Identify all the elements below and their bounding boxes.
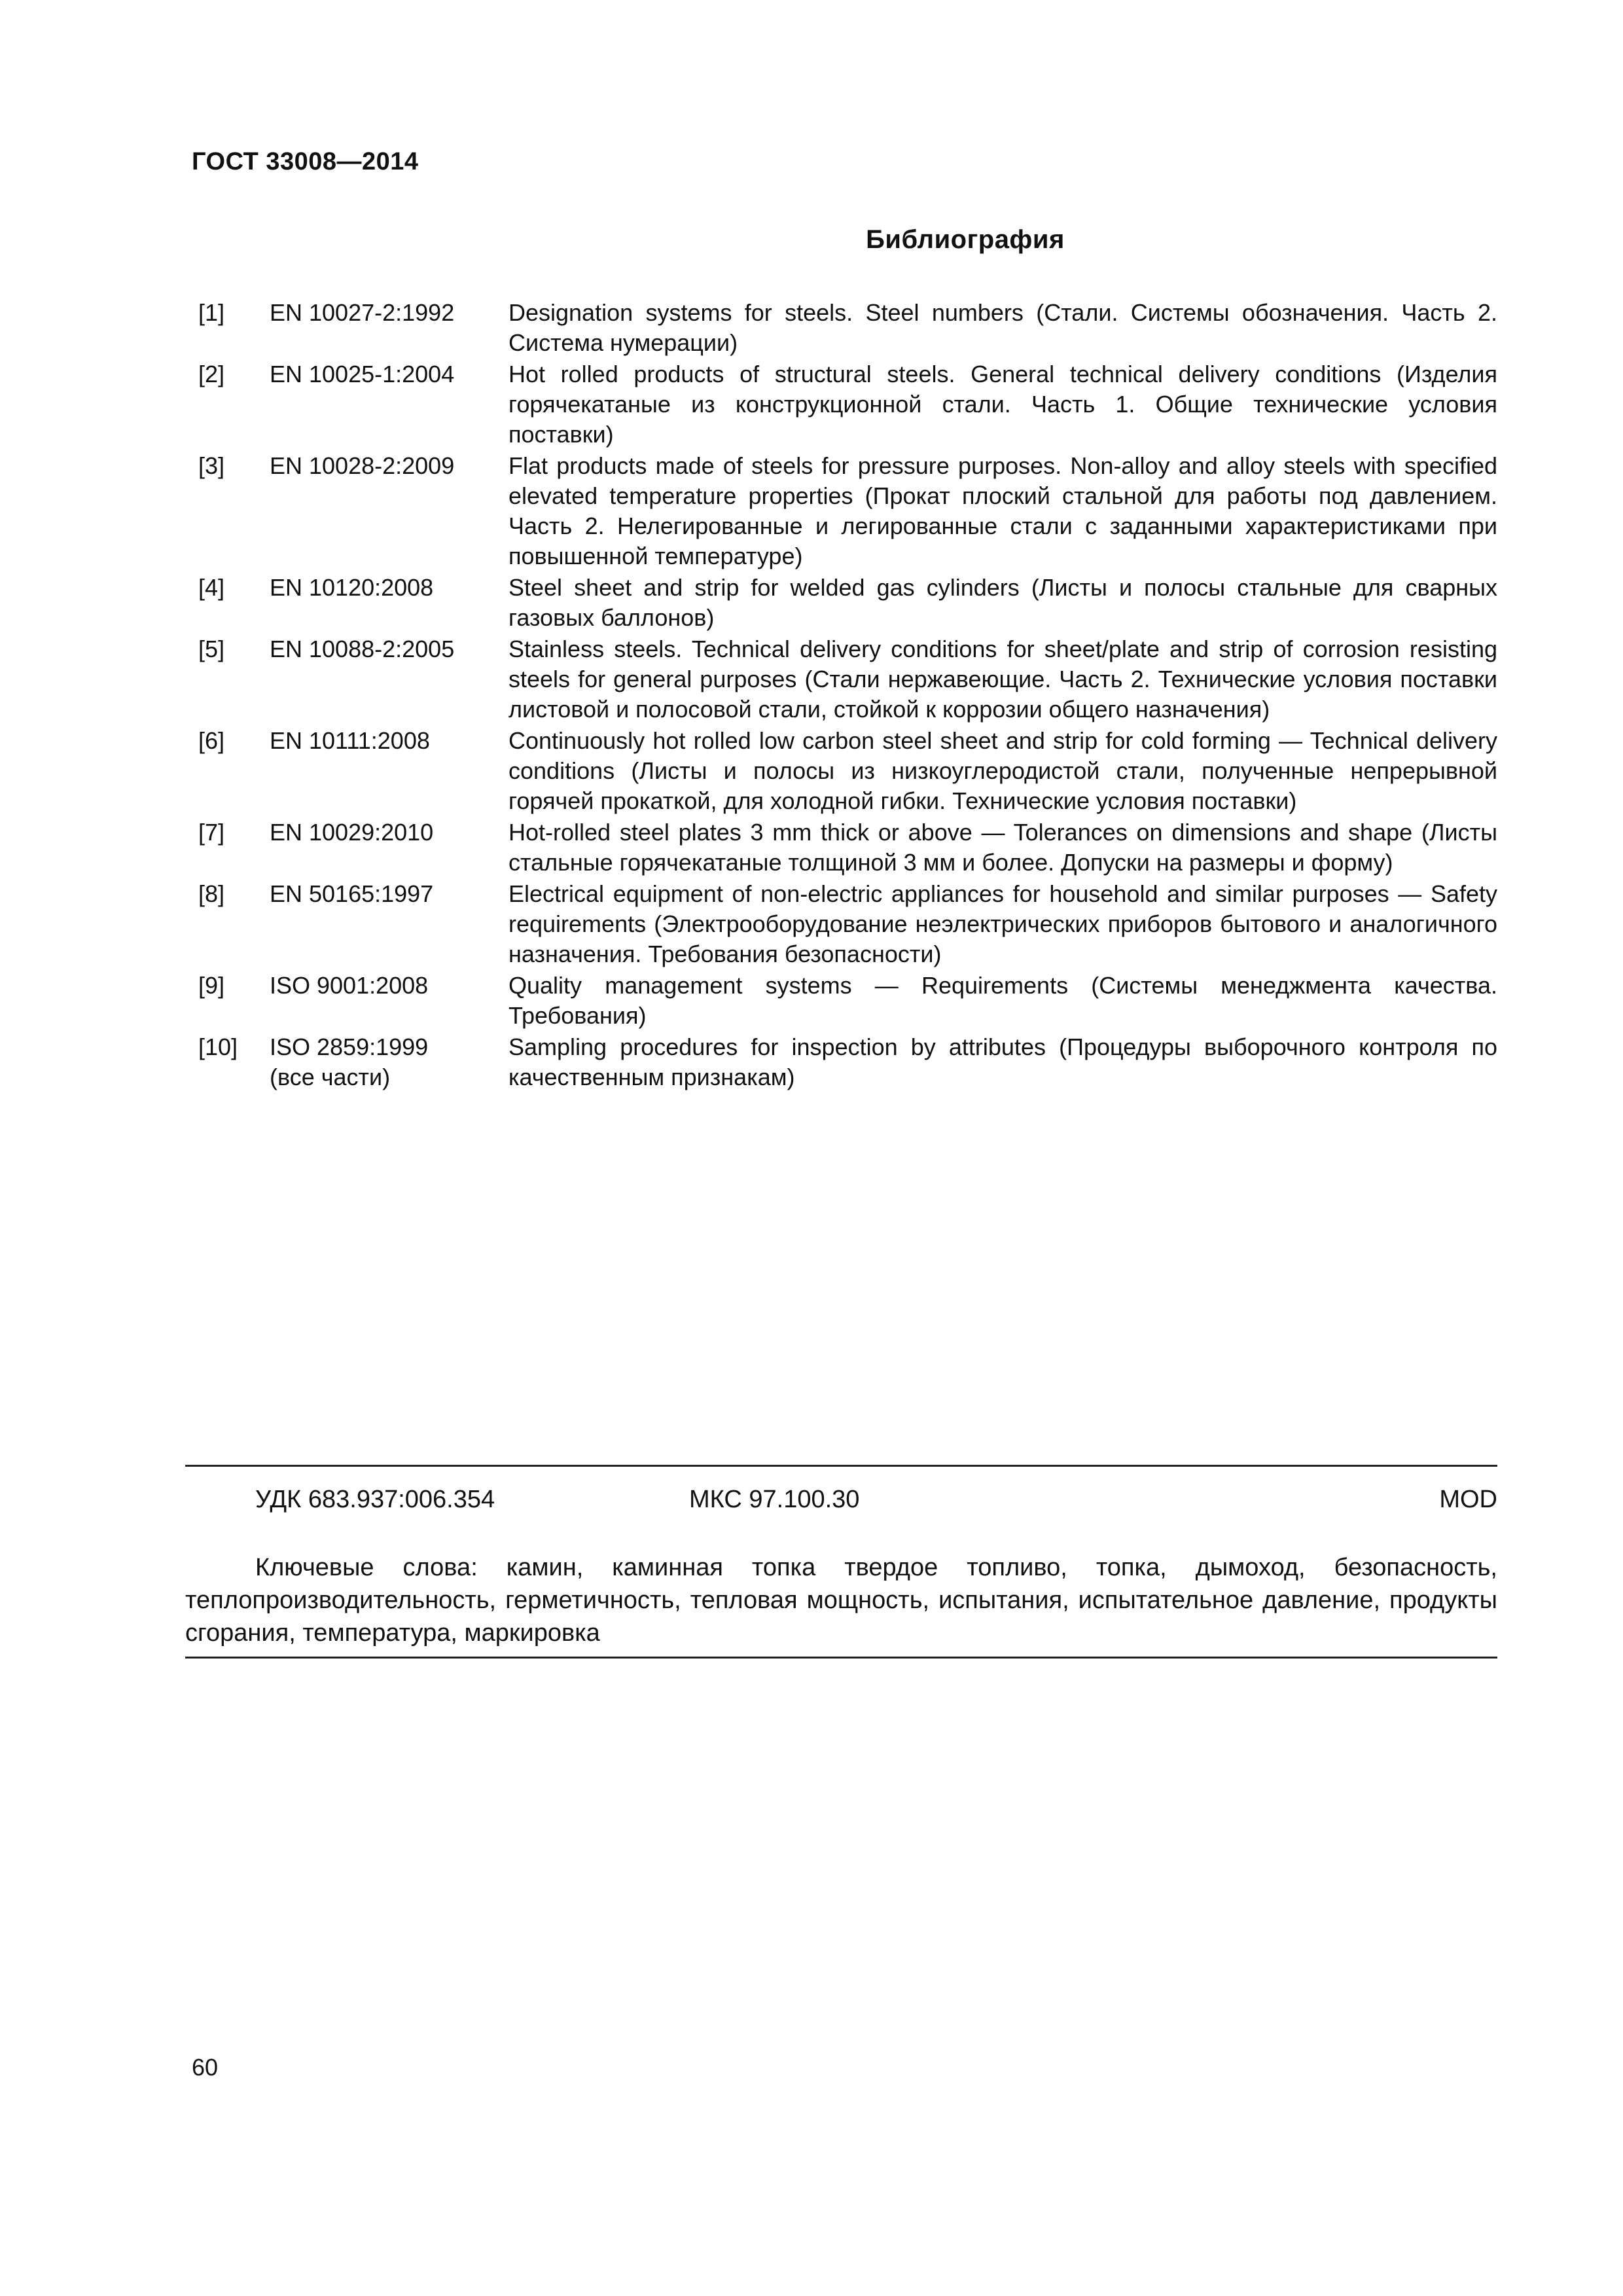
bibliography-list	[198, 298, 1497, 1094]
entry-number: [1]	[198, 299, 225, 326]
entry-number: [5]	[198, 636, 225, 662]
entry-code: EN 10025-1:2004	[270, 361, 455, 387]
bibliography-entry	[198, 634, 1497, 725]
page-number: 60	[192, 2054, 219, 2081]
entry-number: [8]	[198, 880, 225, 907]
entry-code: EN 50165:1997	[270, 880, 434, 907]
bibliography-entry	[198, 817, 1497, 878]
bibliography-entry	[198, 1032, 1497, 1092]
entry-number: [9]	[198, 972, 225, 999]
bibliography-entry	[198, 971, 1497, 1031]
entry-code: ISO 9001:2008	[270, 972, 429, 999]
entry-description: Hot-rolled steel plates 3 mm thick or above — Tolerances on dimensions and shape (Листы стальные горячекатаные толщиной 3 мм и более. Допуски на размеры и форму)	[508, 819, 1497, 876]
bibliography-entry	[198, 573, 1497, 633]
entry-code: EN 10120:2008	[270, 574, 434, 601]
bibliography-entry	[198, 359, 1497, 450]
entry-description: Continuously hot rolled low carbon steel sheet and strip for cold forming — Technical delivery conditions (Листы и полосы из низкоуглеродистой стали, полученные непрерывной горячей прокаткой, для холодной гибки. Технические условия поставки)	[508, 727, 1497, 814]
entry-description: Stainless steels. Technical delivery conditions for sheet/plate and strip of corrosion resisting steels for general purposes (Стали нержавеющие. Часть 2. Технические условия поставки листовой и полосовой стали, стойкой к коррозии общего назначения)	[508, 636, 1497, 723]
modification-label: MOD	[1439, 1486, 1497, 1513]
mks-code: МКС 97.100.30	[689, 1486, 860, 1513]
entry-description: Steel sheet and strip for welded gas cylinders (Листы и полосы стальные для сварных газовых баллонов)	[508, 574, 1497, 631]
entry-code: EN 10088-2:2005	[270, 636, 455, 662]
bibliography-entry	[198, 879, 1497, 969]
divider-top	[185, 1465, 1497, 1467]
entry-number: [3]	[198, 452, 225, 479]
bibliography-title: Библиография	[866, 225, 1065, 254]
entry-description: Designation systems for steels. Steel numbers (Стали. Системы обозначения. Часть 2. Система нумерации)	[508, 299, 1497, 356]
bibliography-entry	[198, 451, 1497, 571]
document-header: ГОСТ 33008—2014	[192, 148, 419, 175]
entry-description: Electrical equipment of non-electric appliances for household and similar purposes — Safety requirements (Электрооборудование неэлектрических приборов бытового и аналогичного назначения. Требования безопасности)	[508, 880, 1497, 967]
udk-code: УДК 683.937:006.354	[255, 1486, 495, 1513]
entry-number: [7]	[198, 819, 225, 846]
entry-description: Flat products made of steels for pressure purposes. Non-alloy and alloy steels with specified elevated temperature properties (Прокат плоский стальной для работы под давлением. Часть 2. Нелегированные и легированные стали с заданными характеристиками при повышенной температуре)	[508, 452, 1497, 569]
entry-description: Sampling procedures for inspection by attributes (Процедуры выборочного контроля по качественным признакам)	[508, 1033, 1497, 1090]
entry-code: EN 10027-2:1992	[270, 299, 455, 326]
entry-description: Quality management systems — Requirements (Системы менеджмента качества. Требования)	[508, 972, 1497, 1029]
bibliography-entry	[198, 726, 1497, 816]
entry-code: EN 10111:2008	[270, 727, 430, 754]
entry-code: ISO 2859:1999 (все части)	[270, 1033, 429, 1090]
entry-code: EN 10028-2:2009	[270, 452, 455, 479]
entry-description: Hot rolled products of structural steels. General technical delivery conditions (Изделия горячекатаные из конструкционной стали. Часть 1. Общие технические условия поставки)	[508, 361, 1497, 448]
entry-code: EN 10029:2010	[270, 819, 434, 846]
entry-number: [6]	[198, 727, 225, 754]
bibliography-entry	[198, 298, 1497, 358]
entry-number: [2]	[198, 361, 225, 387]
entry-number: [10]	[198, 1033, 238, 1060]
keywords-paragraph: Ключевые слова: камин, каминная топка твердое топливо, топка, дымоход, безопасность, теплопроизводительность, герметичность, тепловая мощность, испытания, испытательное давление, продукты сгорания, температура, маркировка	[185, 1554, 1497, 1647]
entry-number: [4]	[198, 574, 225, 601]
divider-bottom	[185, 1657, 1497, 1659]
